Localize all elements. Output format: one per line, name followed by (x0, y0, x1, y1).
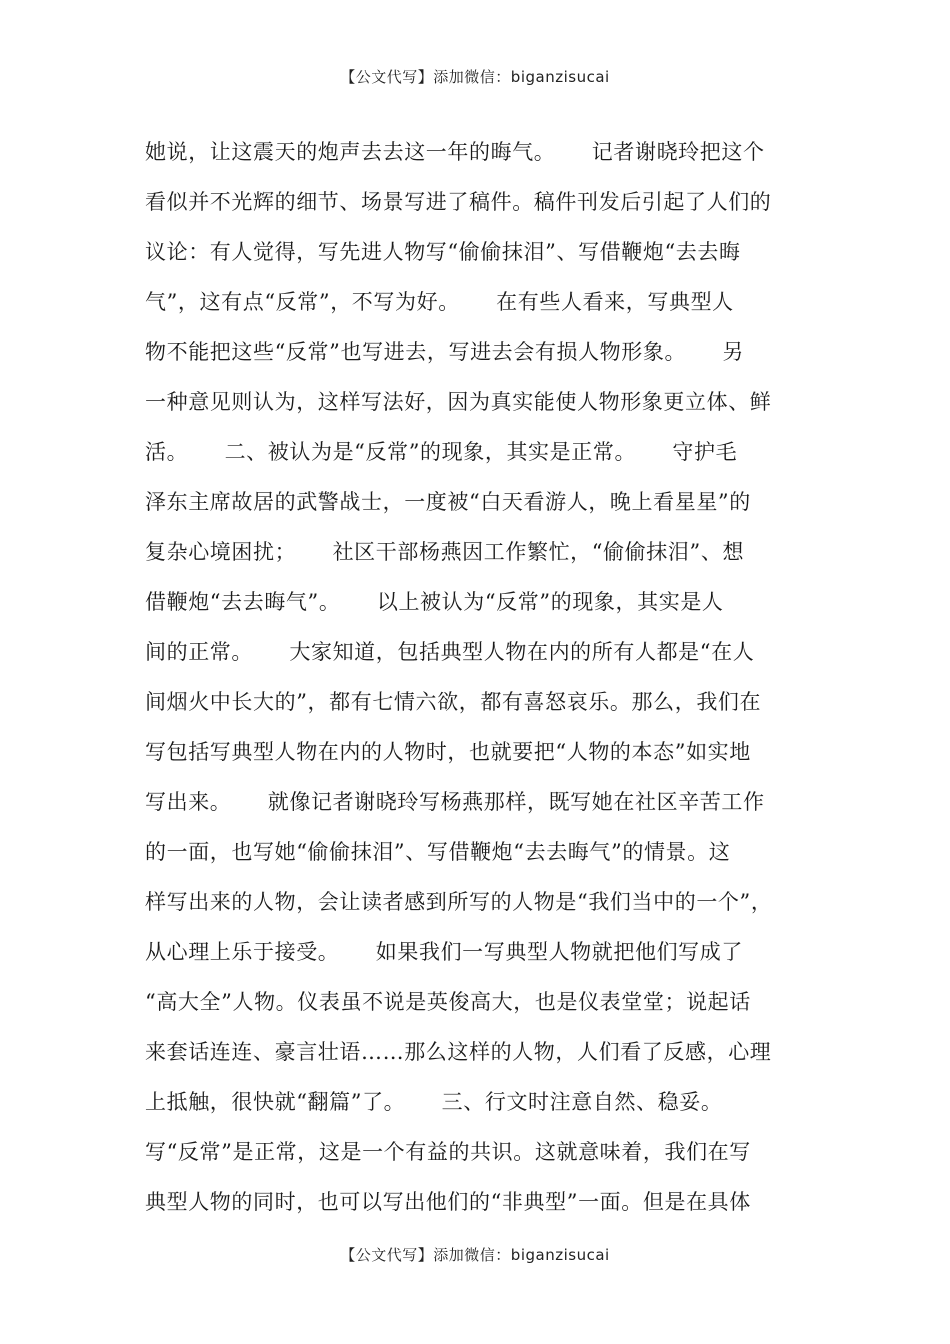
body-line: 物不能把这些“反常”也写进去，写进去会有损人物形象。 另 (145, 340, 745, 364)
body-line: 泽东主席故居的武警战士，一度被“白天看游人，晚上看星星”的 (145, 490, 751, 514)
body-line: 的一面，也写她“偷偷抹泪”、写借鞭炮“去去晦气”的情景。这 (145, 840, 731, 864)
body-line: 间烟火中长大的”，都有七情六欲，都有喜怒哀乐。那么，我们在 (145, 690, 762, 714)
body-line: 从心理上乐于接受。 如果我们一写典型人物就把他们写成了 (145, 940, 743, 964)
body-line: 活。 二、被认为是“反常”的现象，其实是正常。 守护毛 (145, 440, 738, 464)
body-line: 一种意见则认为，这样写法好，因为真实能使人物形象更立体、鲜 (145, 390, 772, 414)
body-line: “高大全”人物。仪表虽不说是英俊高大，也是仪表堂堂；说起话 (145, 990, 751, 1014)
body-line: 典型人物的同时，也可以写出他们的“非典型”一面。但是在具体 (145, 1190, 751, 1214)
body-line: 写“反常”是正常，这是一个有益的共识。这就意味着，我们在写 (145, 1140, 751, 1164)
body-line: 写包括写典型人物在内的人物时，也就要把“人物的本态”如实地 (145, 740, 751, 764)
body-line: 她说，让这震天的炮声去去这一年的晦气。 记者谢晓玲把这个 (145, 140, 765, 164)
body-line: 来套话连连、豪言壮语……那么这样的人物，人们看了反感，心理 (145, 1040, 772, 1064)
body-line: 上抵触，很快就“翻篇”了。 三、行文时注意自然、稳妥。 (145, 1090, 723, 1114)
document-body (145, 132, 825, 1232)
body-line: 看似并不光辉的细节、场景写进了稿件。稿件刊发后引起了人们的 (145, 190, 772, 214)
body-line: 间的正常。 大家知道，包括典型人物在内的所有人都是“在人 (145, 640, 755, 664)
body-line: 借鞭炮“去去晦气”。 以上被认为“反常”的现象，其实是人 (145, 590, 724, 614)
page-header: 【公文代写】添加微信：biganzisucai (340, 68, 610, 86)
body-line: 样写出来的人物，会让读者感到所写的人物是“我们当中的一个”， (145, 890, 773, 914)
body-line: 气”，这有点“反常”，不写为好。 在有些人看来，写典型人 (145, 290, 734, 314)
body-line: 写出来。 就像记者谢晓玲写杨燕那样，既写她在社区辛苦工作 (145, 790, 765, 814)
body-line: 复杂心境困扰； 社区干部杨燕因工作繁忙，“偷偷抹泪”、想 (145, 540, 745, 564)
body-line: 议论：有人觉得，写先进人物写“偷偷抹泪”、写借鞭炮“去去晦 (145, 240, 741, 264)
page-footer: 【公文代写】添加微信：biganzisucai (340, 1246, 610, 1264)
